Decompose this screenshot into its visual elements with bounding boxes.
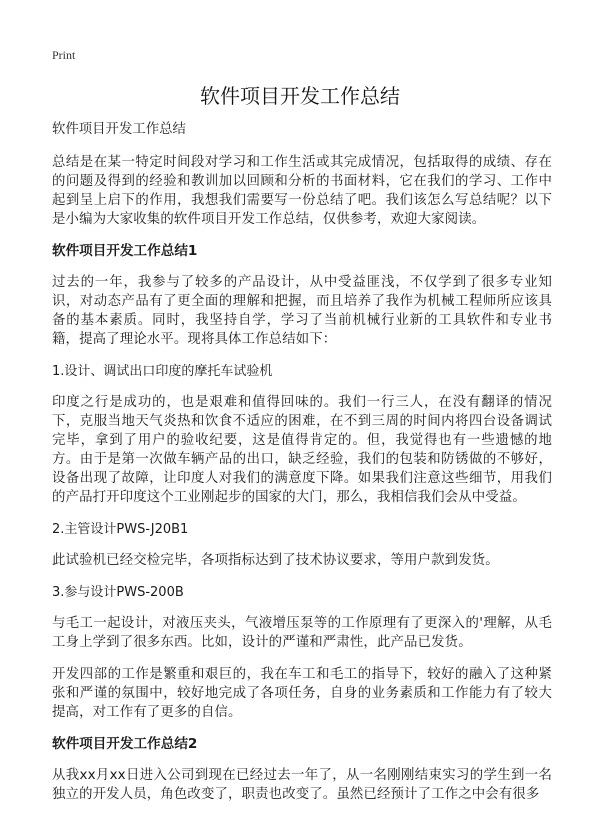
print-label[interactable]: Print — [52, 48, 76, 62]
item-3-heading: 3.参与设计PWS-200B — [52, 585, 184, 600]
section-1-heading: 软件项目开发工作总结1 — [52, 243, 198, 259]
item-1-text: 印度之行是成功的，也是艰难和值得回味的。我们一行三人，在没有翻译的情况下，克服当地天气炎热和饮食不适应的困难，在不到三周的时间内将四台设备调试完毕，拿到了用户的验收纪要，这是值得肯定的。但，我觉得也有一些遗憾的地方。由于是第一次做车辆产品的出口，缺乏经验，我们的包装和防锈做的不够好，设备出现了故障，让印度人对我们的满意度下降。如果我们注意这些细节，用我们的产品打开印度这个工业刚起步的国家的大门，那么，我相信我们会从中受益。 — [52, 395, 552, 505]
section-1-paragraph: 过去的一年，我参与了较多的产品设计，从中受益匪浅，不仅学到了很多专业知识，对动态产品有了更全面的理解和把握，而且培养了我作为机械工程师所应该具备的基本素质。同时，我坚持自学，学习了当前机械行业新的工具软件和专业书籍，提高了理论水平。现将具体工作总结如下： — [52, 275, 552, 347]
section-2-heading: 软件项目开发工作总结2 — [52, 736, 198, 752]
item-1-heading: 1.设计、调试出口印度的摩托车试验机 — [52, 364, 273, 379]
document-subtitle: 软件项目开发工作总结 — [52, 122, 186, 137]
item-3-text: 与毛工一起设计，对液压夹头，气液增压泵等的工作原理有了更深入的'理解，从毛工身上学到了很多东西。比如，设计的严谨和严肃性，此产品已发货。 — [52, 616, 552, 650]
section-1-closing: 开发四部的工作是繁重和艰巨的，我在车工和毛工的指导下，较好的融入了这种紧张和严谨的氛围中，较好地完成了各项任务，自身的业务素质和工作能力有了较大提高，对工作有了更多的自信。 — [52, 667, 552, 720]
page-title: 软件项目开发工作总结 — [200, 84, 400, 108]
section-2-paragraph: 从我xx月xx日进入公司到现在已经过去一年了，从一名刚刚结束实习的学生到一名独立的开发人员，角色改变了，职责也改变了。虽然已经预计了工作之中会有很多 — [52, 768, 552, 802]
item-2-heading: 2.主管设计PWS-J20B1 — [52, 522, 189, 537]
document-body — [52, 120, 552, 817]
item-2-text: 此试验机已经交检完毕，各项指标达到了技术协议要求，等用户款到发货。 — [52, 553, 499, 568]
intro-paragraph: 总结是在某一特定时间段对学习和工作生活或其完成情况，包括取得的成绩、存在的问题及得到的经验和教训加以回顾和分析的书面材料，它在我们的学习、工作中起到呈上启下的作用，我想我们需要写一份总结了吧。我们该怎么写总结呢？以下是小编为大家收集的软件项目开发工作总结，仅供参考，欢迎大家阅读。 — [52, 155, 552, 227]
